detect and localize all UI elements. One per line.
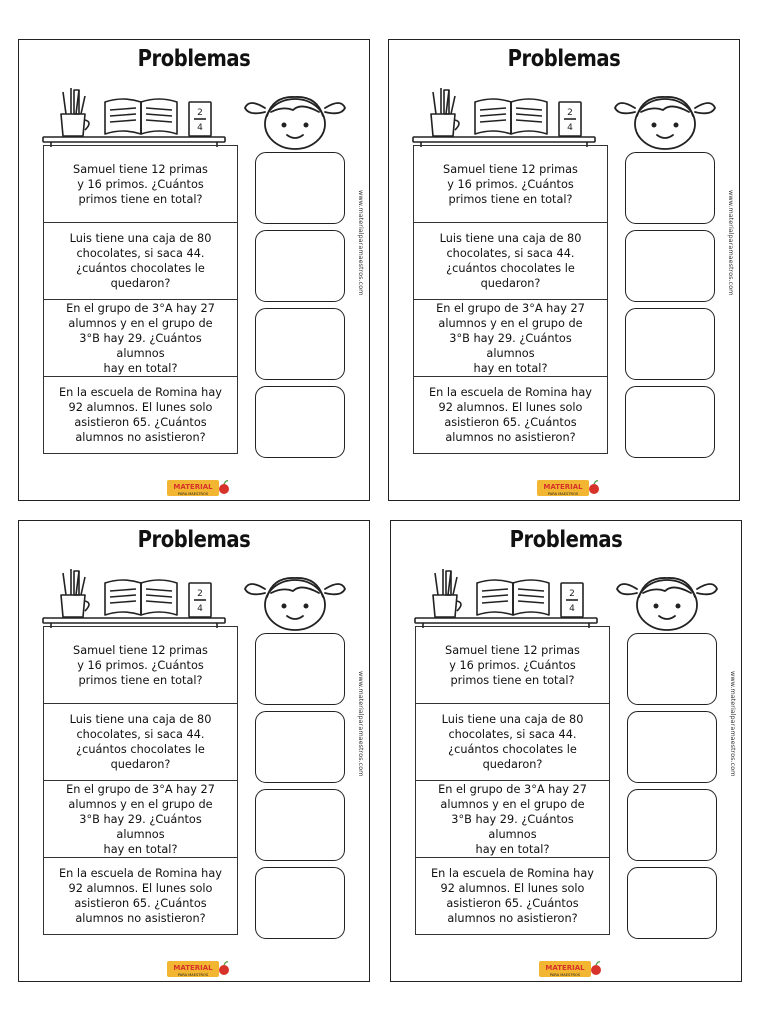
- girl-face-illustration: [613, 88, 717, 152]
- problems-column: [415, 627, 610, 935]
- fraction-denominator: 4: [197, 123, 203, 133]
- fraction-denominator: 4: [567, 123, 573, 133]
- site-url-label: www.materialparamaestros.com: [357, 190, 365, 296]
- svg-text:PARA MAESTROS: PARA MAESTROS: [177, 492, 209, 496]
- answer-box[interactable]: [255, 789, 345, 861]
- material-para-maestros-logo: [167, 959, 229, 979]
- answer-box[interactable]: [627, 633, 717, 705]
- answer-box[interactable]: [255, 152, 345, 224]
- svg-text:MATERIAL: MATERIAL: [545, 964, 585, 972]
- fraction-denominator: 4: [197, 604, 203, 614]
- worksheet-card-4: [390, 520, 742, 982]
- svg-text:MATERIAL: MATERIAL: [543, 483, 583, 491]
- girl-face-illustration: [243, 569, 347, 633]
- problem-text: Samuel tiene 12 primas y 16 primos. ¿Cuántos primos tiene en total?: [413, 145, 608, 223]
- worksheet-card-2: [388, 39, 740, 501]
- school-supplies-shelf-illustration: [413, 565, 601, 629]
- problem-text: Samuel tiene 12 primas y 16 primos. ¿Cuántos primos tiene en total?: [43, 145, 238, 223]
- school-supplies-shelf-illustration: [41, 565, 229, 629]
- site-url-label: www.materialparamaestros.com: [727, 190, 735, 296]
- answer-box[interactable]: [625, 152, 715, 224]
- answer-box[interactable]: [255, 711, 345, 783]
- worksheet-card-3: [18, 520, 370, 982]
- answer-box[interactable]: [627, 711, 717, 783]
- site-url-label: www.materialparamaestros.com: [729, 671, 737, 777]
- problem-text: En el grupo de 3°A hay 27 alumnos y en el grupo de 3°B hay 29. ¿Cuántos alumnos hay en total?: [43, 780, 238, 858]
- fraction-numerator: 2: [569, 589, 575, 599]
- answer-box[interactable]: [627, 789, 717, 861]
- answer-box[interactable]: [627, 867, 717, 939]
- answer-box[interactable]: [255, 308, 345, 380]
- svg-text:MATERIAL: MATERIAL: [173, 483, 213, 491]
- card-title: Problemas: [137, 46, 251, 72]
- problem-text: En el grupo de 3°A hay 27 alumnos y en el grupo de 3°B hay 29. ¿Cuántos alumnos hay en total?: [43, 299, 238, 377]
- svg-text:PARA MAESTROS: PARA MAESTROS: [547, 492, 579, 496]
- svg-text:PARA MAESTROS: PARA MAESTROS: [177, 973, 209, 977]
- answer-box[interactable]: [255, 867, 345, 939]
- card-title: Problemas: [137, 527, 251, 553]
- worksheet-card-1: [18, 39, 370, 501]
- problem-text: Luis tiene una caja de 80 chocolates, si saca 44. ¿cuántos chocolates le quedaron?: [415, 703, 610, 781]
- girl-face-illustration: [615, 569, 719, 633]
- fraction-numerator: 2: [197, 589, 203, 599]
- girl-face-illustration: [243, 88, 347, 152]
- school-supplies-shelf-illustration: [411, 84, 599, 148]
- problem-text: Samuel tiene 12 primas y 16 primos. ¿Cuántos primos tiene en total?: [415, 626, 610, 704]
- problem-text: En la escuela de Romina hay 92 alumnos. El lunes solo asistieron 65. ¿Cuántos alumnos no asistieron?: [43, 857, 238, 935]
- problem-text: Samuel tiene 12 primas y 16 primos. ¿Cuántos primos tiene en total?: [43, 626, 238, 704]
- svg-text:MATERIAL: MATERIAL: [173, 964, 213, 972]
- problem-text: En el grupo de 3°A hay 27 alumnos y en el grupo de 3°B hay 29. ¿Cuántos alumnos hay en total?: [415, 780, 610, 858]
- problem-text: En la escuela de Romina hay 92 alumnos. El lunes solo asistieron 65. ¿Cuántos alumnos no asistieron?: [413, 376, 608, 454]
- problems-column: [413, 146, 608, 454]
- answer-box[interactable]: [625, 230, 715, 302]
- answer-box[interactable]: [255, 230, 345, 302]
- problem-text: Luis tiene una caja de 80 chocolates, si saca 44. ¿cuántos chocolates le quedaron?: [43, 703, 238, 781]
- answers-column: [627, 633, 717, 945]
- material-para-maestros-logo: [539, 959, 601, 979]
- problem-text: Luis tiene una caja de 80 chocolates, si saca 44. ¿cuántos chocolates le quedaron?: [43, 222, 238, 300]
- material-para-maestros-logo: [167, 478, 229, 498]
- fraction-numerator: 2: [197, 108, 203, 118]
- svg-text:PARA MAESTROS: PARA MAESTROS: [549, 973, 581, 977]
- answer-box[interactable]: [255, 633, 345, 705]
- problem-text: En la escuela de Romina hay 92 alumnos. El lunes solo asistieron 65. ¿Cuántos alumnos no asistieron?: [415, 857, 610, 935]
- answer-box[interactable]: [255, 386, 345, 458]
- fraction-numerator: 2: [567, 108, 573, 118]
- school-supplies-shelf-illustration: [41, 84, 229, 148]
- fraction-denominator: 4: [569, 604, 575, 614]
- site-url-label: www.materialparamaestros.com: [357, 671, 365, 777]
- problem-text: En el grupo de 3°A hay 27 alumnos y en el grupo de 3°B hay 29. ¿Cuántos alumnos hay en total?: [413, 299, 608, 377]
- answer-box[interactable]: [625, 308, 715, 380]
- material-para-maestros-logo: [537, 478, 599, 498]
- answers-column: [625, 152, 715, 464]
- problem-text: Luis tiene una caja de 80 chocolates, si saca 44. ¿cuántos chocolates le quedaron?: [413, 222, 608, 300]
- card-title: Problemas: [507, 46, 621, 72]
- answers-column: [255, 152, 345, 464]
- answer-box[interactable]: [625, 386, 715, 458]
- answers-column: [255, 633, 345, 945]
- card-title: Problemas: [509, 527, 623, 553]
- problems-column: [43, 146, 238, 454]
- problems-column: [43, 627, 238, 935]
- problem-text: En la escuela de Romina hay 92 alumnos. El lunes solo asistieron 65. ¿Cuántos alumnos no asistieron?: [43, 376, 238, 454]
